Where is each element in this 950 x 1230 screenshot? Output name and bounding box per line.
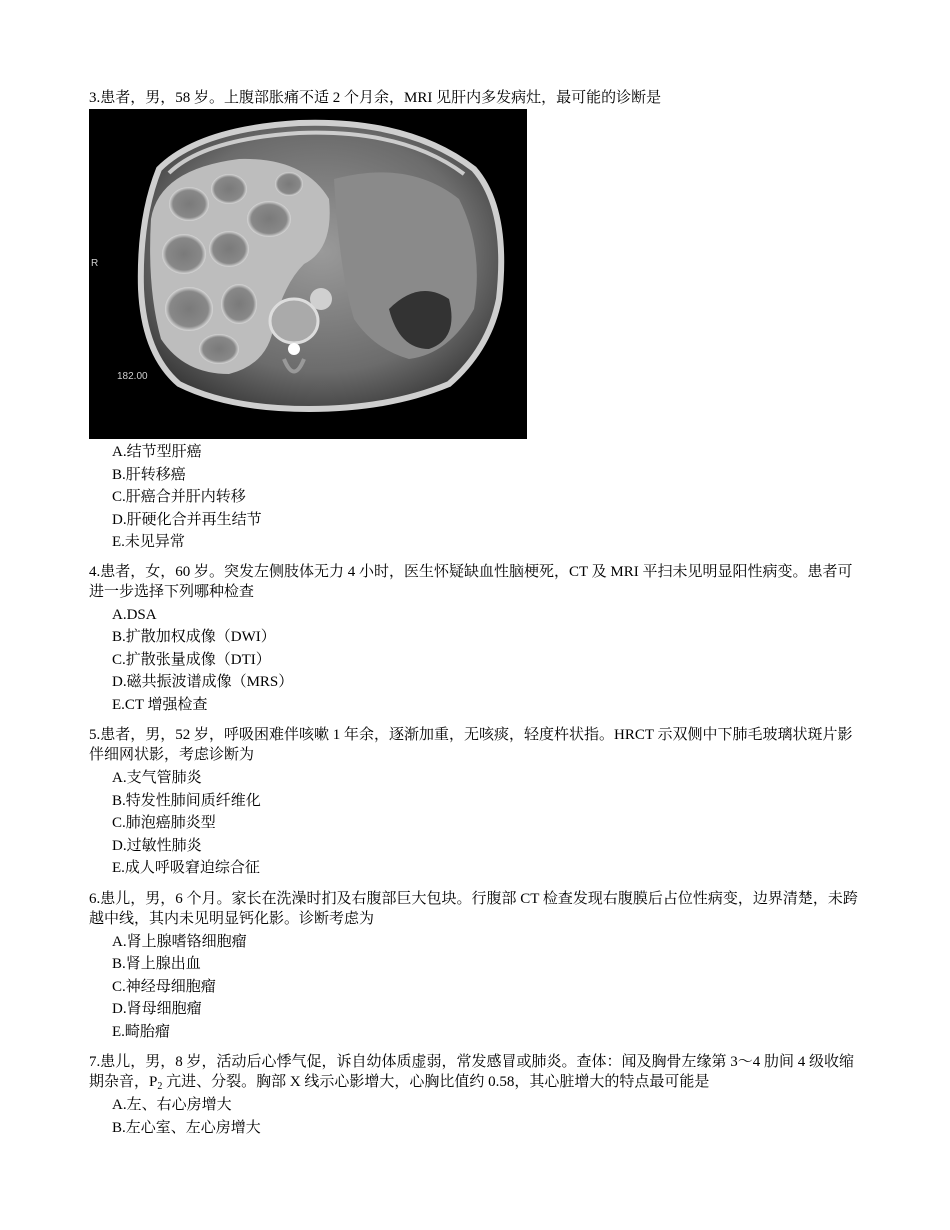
option-c[interactable]: C.肺泡癌肺炎型 [112, 815, 216, 831]
options-list [112, 767, 864, 880]
option-d[interactable]: D.过敏性肺炎 [112, 837, 202, 854]
option-c[interactable]: C.肝癌合并肝内转移 [112, 489, 246, 505]
question-6 [89, 889, 864, 1044]
option-a[interactable]: A.支气管肺炎 [112, 770, 202, 786]
option-a[interactable]: A.肾上腺嗜铬细胞瘤 [112, 933, 247, 950]
question-stem: 3.患者，男，58 岁。上腹部胀痛不适 2 个月余，MRI 见肝内多发病灶，最可能的诊断是 [89, 90, 662, 106]
options-list [112, 441, 864, 554]
mri-liver-image [89, 109, 527, 439]
option-b[interactable]: B.肾上腺出血 [112, 956, 201, 972]
option-e[interactable]: E.成人呼吸窘迫综合征 [112, 860, 260, 876]
orientation-marker: R [91, 258, 99, 269]
option-c[interactable]: C.扩散张量成像（DTI） [112, 651, 271, 668]
question-stem: 6.患儿，男，6 个月。家长在洗澡时扪及右腹部巨大包块。行腹部 CT 检查发现右腹膜后占位性病变，边界清楚，未跨越中线，其内未见明显钙化影。诊断考虑为 [89, 890, 858, 927]
question-stem: 4.患者，女，60 岁。突发左侧肢体无力 4 小时，医生怀疑缺血性脑梗死，CT 及 MRI 平扫未见明显阳性病变。患者可进一步选择下列哪种检查 [89, 563, 853, 600]
option-e[interactable]: E.未见异常 [112, 534, 185, 550]
option-e[interactable]: E.畸胎瘤 [112, 1023, 170, 1040]
option-b[interactable]: B.特发性肺间质纤维化 [112, 792, 261, 809]
option-a[interactable]: A.结节型肝癌 [112, 444, 202, 460]
question-5 [89, 725, 864, 880]
question-stem [89, 1052, 864, 1092]
question-stem: 5.患者，男，52 岁，呼吸困难伴咳嗽 1 年余，逐渐加重，无咳痰，轻度杵状指。HRCT 示双侧中下肺毛玻璃状斑片影伴细网状影，考虑诊断为 [89, 727, 853, 763]
options-list [112, 1094, 864, 1139]
option-a[interactable]: A.DSA [112, 606, 157, 623]
stem-part-1: 7.患儿，男，8 岁，活动后心悸气促，诉自幼体质虚弱，常发感冒或肺炎。查体：闻及胸骨左缘第 3～4 肋间 4 级收缩期杂音，P [89, 1054, 855, 1090]
option-d[interactable]: D.肝硬化合并再生结节 [112, 511, 262, 528]
options-list [112, 931, 864, 1044]
stem-subscript: 2 [157, 1081, 163, 1092]
question-4 [89, 562, 864, 717]
scan-number: 182.00 [117, 371, 148, 382]
question-3 [89, 88, 864, 554]
option-e[interactable]: E.CT 增强检查 [112, 696, 208, 713]
option-b[interactable]: B.左心室、左心房增大 [112, 1119, 261, 1136]
exam-page [89, 88, 864, 1139]
option-b[interactable]: B.扩散加权成像（DWI） [112, 629, 276, 645]
options-list [112, 604, 864, 717]
option-b[interactable]: B.肝转移癌 [112, 466, 186, 483]
option-a[interactable]: A.左、右心房增大 [112, 1097, 232, 1113]
option-d[interactable]: D.肾母细胞瘤 [112, 1001, 202, 1017]
option-c[interactable]: C.神经母细胞瘤 [112, 978, 216, 995]
option-d[interactable]: D.磁共振波谱成像（MRS） [112, 674, 294, 690]
stem-part-2: 亢进、分裂。胸部 X 线示心影增大，心胸比值约 0.58，其心脏增大的特点最可能是 [162, 1074, 710, 1090]
question-7 [89, 1052, 864, 1139]
